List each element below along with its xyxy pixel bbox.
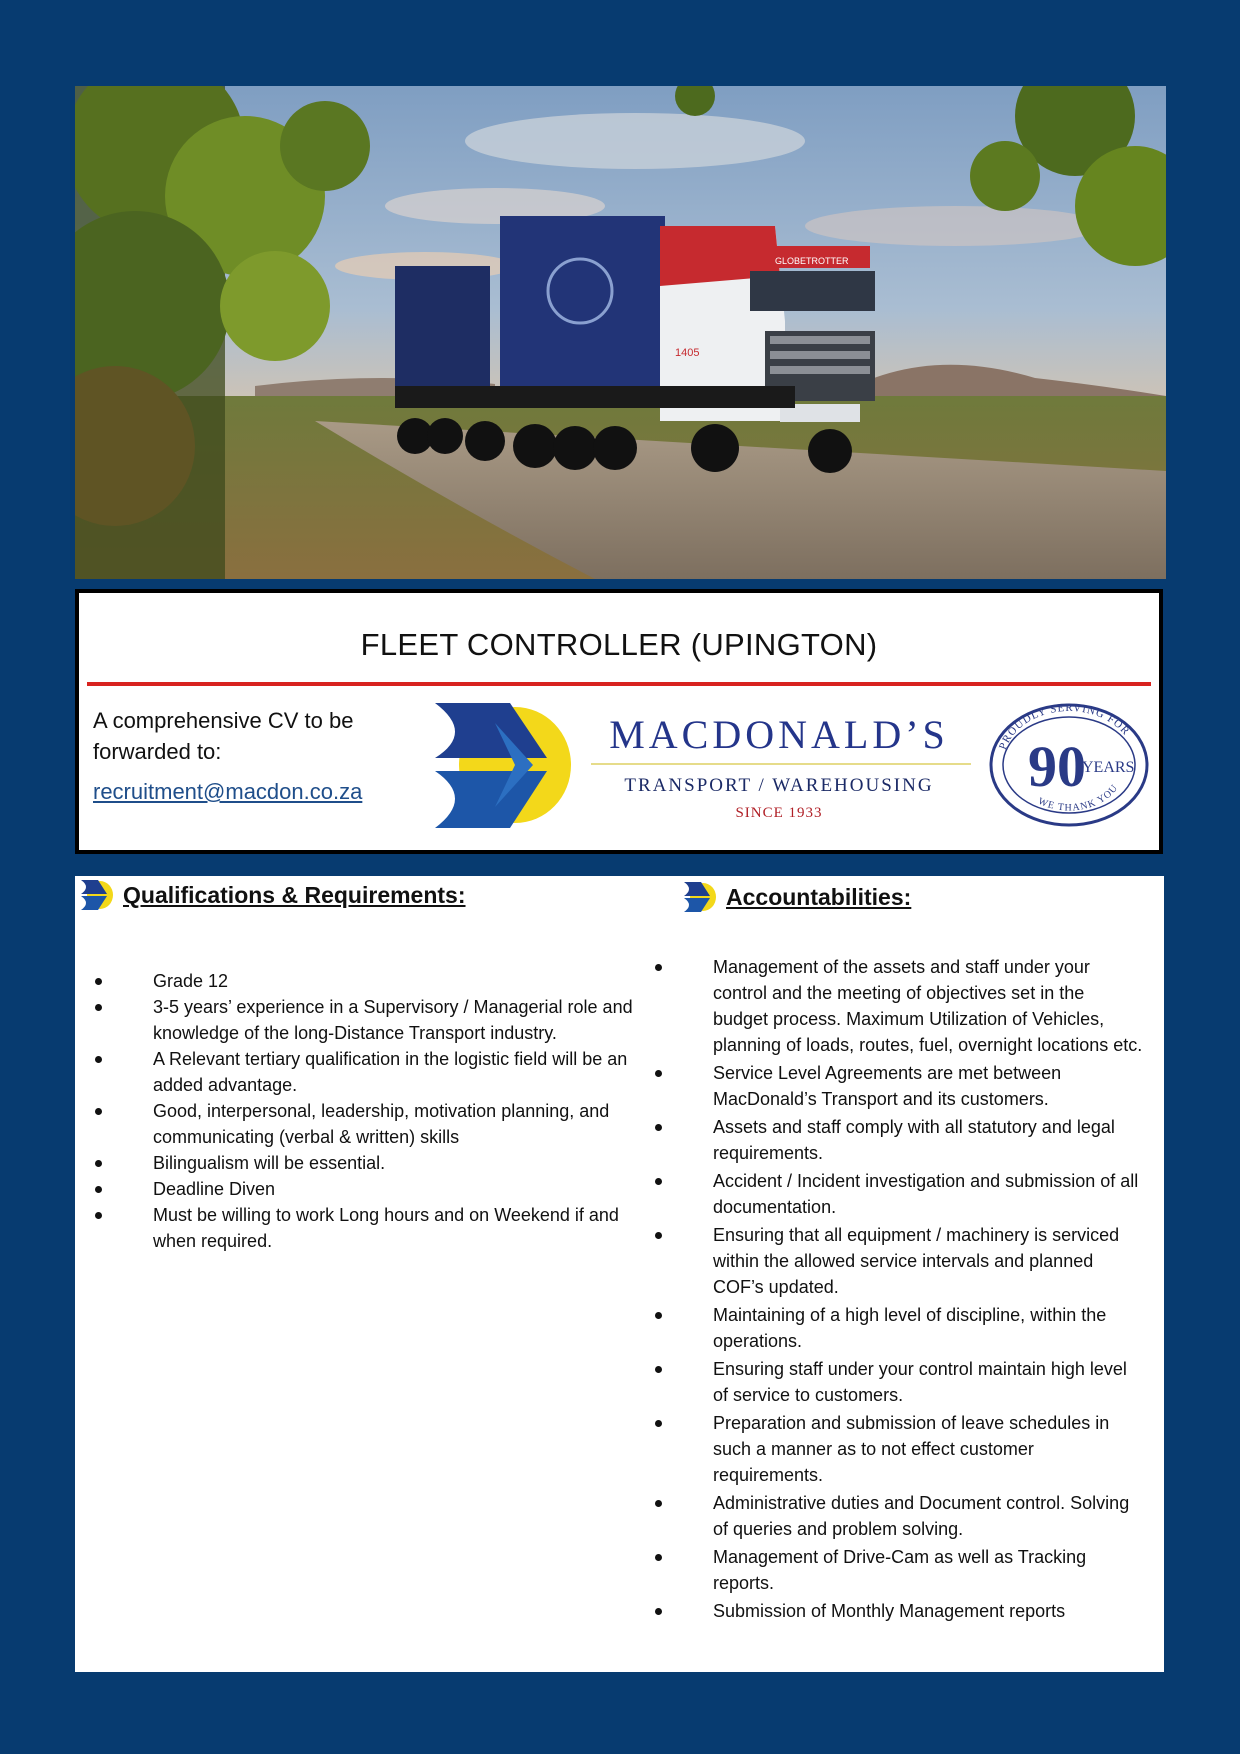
qualifications-list [94,968,664,1254]
red-divider [87,682,1151,686]
list-item: Preparation and submission of leave schedules in such a manner as to not effect customer requirements. [654,1410,1144,1488]
brand-tagline: TRANSPORT / WAREHOUSING [624,775,934,796]
badge-bottom-text: WE THANK YOU [1036,782,1121,814]
list-item: Accident / Incident investigation and submission of all documentation. [654,1168,1144,1220]
list-item: A Relevant tertiary qualification in the logistic field will be an added advantage. [94,1046,664,1098]
ninety-years-badge [984,701,1154,829]
accountabilities-heading-row [684,882,911,912]
list-item: Must be willing to work Long hours and on Weekend if and when required. [94,1202,664,1254]
hero-photo-truck [75,86,1166,579]
badge-number: 90 [1028,734,1086,799]
brand-name: MACDONALD’S [609,712,949,757]
brand-arrow-icon [684,882,716,912]
email-link[interactable]: recruitment@macdon.co.za [93,779,363,804]
qualifications-heading-row [81,880,466,910]
list-item: Good, interpersonal, leadership, motivation planning, and communicating (verbal & written) skills [94,1098,664,1150]
qualifications-heading: Qualifications & Requirements: [123,881,466,908]
list-item: Maintaining of a high level of discipline, within the operations. [654,1302,1144,1354]
list-item: Ensuring that all equipment / machinery is serviced within the allowed service intervals and planned COF’s updated. [654,1222,1144,1300]
badge-years: YEARS [1082,759,1135,776]
accountabilities-heading: Accountabilities: [726,883,912,910]
list-item: Assets and staff comply with all statutory and legal requirements. [654,1114,1144,1166]
content-panel [75,876,1164,1672]
list-item: Deadline Diven [94,1176,664,1202]
brand-arrow-icon [81,880,113,910]
title-panel [75,589,1163,854]
macdonalds-logo-icon [435,703,575,828]
list-item: Ensuring staff under your control maintain high level of service to customers. [654,1356,1144,1408]
svg-text:1405: 1405 [675,347,700,359]
list-item: Submission of Monthly Management reports [654,1598,1144,1624]
list-item: 3-5 years’ experience in a Supervisory / Managerial role and knowledge of the long-Distance Transport industry. [94,994,664,1046]
svg-text:GLOBETROTTER: GLOBETROTTER [775,256,849,266]
accountabilities-list [654,954,1144,1626]
list-item: Management of the assets and staff under your control and the meeting of objectives set in the budget process. Maximum Utilization of Vehicles, planning of loads, routes, fuel, overnight locations etc. [654,954,1144,1058]
brand-since: SINCE 1933 [735,805,823,821]
list-item: Bilingualism will be essential. [94,1150,664,1176]
job-title: FLEET CONTROLLER (UPINGTON) [360,627,878,662]
list-item: Management of Drive-Cam as well as Tracking reports. [654,1544,1144,1596]
list-item: Grade 12 [94,968,664,994]
brand-divider [591,763,971,765]
badge-top-text: PROUDLY SERVING FOR [996,701,1133,752]
cv-instructions: A comprehensive CV to be forwarded to: [93,708,354,764]
truck-illustration [75,86,1166,579]
list-item: Administrative duties and Document control. Solving of queries and problem solving. [654,1490,1144,1542]
list-item: Service Level Agreements are met between MacDonald’s Transport and its customers. [654,1060,1144,1112]
